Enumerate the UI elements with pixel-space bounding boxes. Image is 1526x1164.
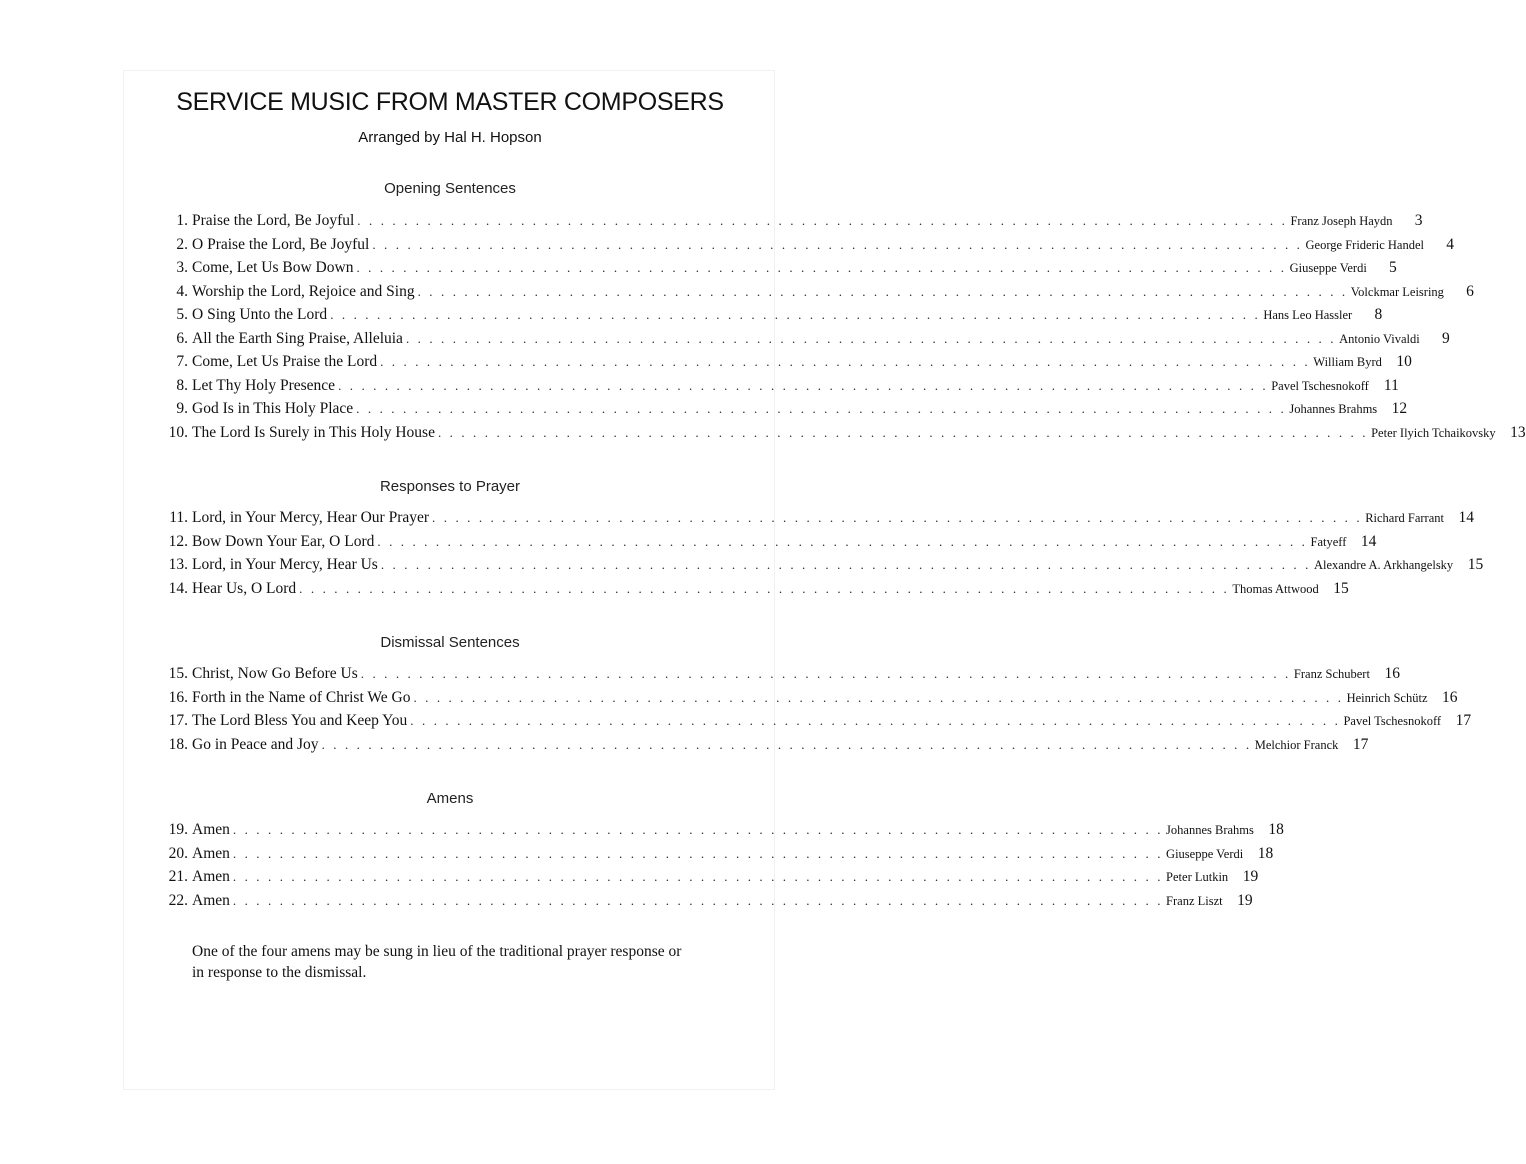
section-heading: Dismissal Sentences <box>380 634 520 651</box>
entry-page-number: 14 <box>1360 532 1377 550</box>
entry-title: Amen <box>192 821 230 838</box>
entry-number: 18. <box>168 735 188 753</box>
entry-page-number: 3 <box>1414 212 1423 229</box>
entry-composer: Volckmar Leisring <box>1350 284 1444 299</box>
entry-number: 4. <box>176 282 188 300</box>
toc-entry <box>155 579 1349 602</box>
toc-entry <box>155 400 1408 422</box>
entry-composer: Johannes Brahms <box>1289 402 1378 416</box>
entry-number: 1. <box>176 212 188 229</box>
entry-page-number: 15 <box>1333 579 1349 597</box>
dot-leader: . . . . . . . . . . . . . . . . . . . . . . . . . . . . . . . . . . . . . . . . . . . . . . . . . . . . . . . . . . . . . . . . . . . . . . . . . . . . . . . . <box>377 533 1308 549</box>
toc-entry <box>155 532 1377 555</box>
entry-page-number: 19 <box>1242 868 1259 885</box>
entry-title: All the Earth Sing Praise, Alleluia <box>192 329 403 347</box>
entry-page-number: 11 <box>1383 376 1399 394</box>
dot-leader: . . . . . . . . . . . . . . . . . . . . . . . . . . . . . . . . . . . . . . . . . . . . . . . . . . . . . . . . . . . . . . . . . . . . . . . . . . . . . . . . <box>232 892 1164 908</box>
entry-title: Lord, in Your Mercy, Hear Us <box>192 556 378 573</box>
entry-composer: Franz Liszt <box>1166 893 1223 908</box>
toc-entry <box>155 821 1284 843</box>
entry-composer: Pavel Tschesnokoff <box>1271 378 1369 393</box>
entry-number: 8. <box>176 376 188 394</box>
toc-entry <box>155 423 1526 446</box>
entry-number: 19. <box>168 821 188 838</box>
dot-leader: . . . . . . . . . . . . . . . . . . . . . . . . . . . . . . . . . . . . . . . . . . . . . . . . . . . . . . . . . . . . . . . . . . . . . . . . . . . . . . . . <box>372 236 1303 252</box>
dot-leader: . . . . . . . . . . . . . . . . . . . . . . . . . . . . . . . . . . . . . . . . . . . . . . . . . . . . . . . . . . . . . . . . . . . . . . . . . . . . . . . . <box>232 869 1164 884</box>
entry-title: God Is in This Holy Place <box>192 400 354 417</box>
entry-composer: Richard Farrant <box>1365 511 1444 525</box>
toc-entry <box>155 282 1474 305</box>
entry-number: 7. <box>176 353 188 370</box>
entry-title: Bow Down Your Ear, O Lord <box>192 532 375 550</box>
entry-title: O Praise the Lord, Be Joyful <box>192 235 370 253</box>
toc-entry <box>155 235 1454 258</box>
entry-composer: Peter Lutkin <box>1166 870 1229 884</box>
toc-entry <box>155 688 1458 711</box>
entry-page-number: 9 <box>1441 329 1450 347</box>
document-title: SERVICE MUSIC FROM MASTER COMPOSERS <box>176 88 724 116</box>
dot-leader: . . . . . . . . . . . . . . . . . . . . . . . . . . . . . . . . . . . . . . . . . . . . . . . . . . . . . . . . . . . . . . . . . . . . . . . . . . . . . . . . <box>380 354 1311 369</box>
entry-composer: Melchior Franck <box>1254 737 1339 752</box>
entry-page-number: 8 <box>1374 306 1383 323</box>
entry-composer: Alexandre A. Arkhangelsky <box>1313 558 1454 572</box>
entry-composer: Thomas Attwood <box>1232 581 1319 596</box>
dot-leader: . . . . . . . . . . . . . . . . . . . . . . . . . . . . . . . . . . . . . . . . . . . . . . . . . . . . . . . . . . . . . . . . . . . . . . . . . . . . . . . . <box>417 283 1348 299</box>
toc-entry <box>155 353 1412 375</box>
entry-title: Amen <box>192 868 230 885</box>
dot-leader: . . . . . . . . . . . . . . . . . . . . . . . . . . . . . . . . . . . . . . . . . . . . . . . . . . . . . . . . . . . . . . . . . . . . . . . . . . . . . . . . <box>357 213 1288 228</box>
entry-number: 12. <box>168 532 188 550</box>
entry-number: 21. <box>168 868 188 885</box>
entry-title: Forth in the Name of Christ We Go <box>192 688 411 706</box>
entry-composer: Antonio Vivaldi <box>1339 331 1420 346</box>
entry-composer: Giuseppe Verdi <box>1166 846 1244 861</box>
entry-composer: Heinrich Schütz <box>1346 690 1428 705</box>
entry-title: O Sing Unto the Lord <box>192 306 328 323</box>
footnote: One of the four amens may be sung in lieu of the traditional prayer response or in response to the dismissal. <box>192 943 682 981</box>
dot-leader: . . . . . . . . . . . . . . . . . . . . . . . . . . . . . . . . . . . . . . . . . . . . . . . . . . . . . . . . . . . . . . . . . . . . . . . . . . . . . . . . <box>405 330 1337 346</box>
entry-title: Come, Let Us Praise the Lord <box>192 353 378 370</box>
entry-page-number: 12 <box>1391 400 1408 417</box>
entry-composer: Fatyeff <box>1310 534 1347 549</box>
entry-title: Christ, Now Go Before Us <box>192 665 358 682</box>
entry-title: Lord, in Your Mercy, Hear Our Prayer <box>192 509 430 526</box>
entry-title: Let Thy Holy Presence <box>192 376 336 394</box>
entry-composer: Franz Joseph Haydn <box>1290 214 1393 228</box>
entry-title: Amen <box>192 844 230 862</box>
dot-leader: . . . . . . . . . . . . . . . . . . . . . . . . . . . . . . . . . . . . . . . . . . . . . . . . . . . . . . . . . . . . . . . . . . . . . . . . . . . . . . . . <box>410 713 1341 728</box>
entry-page-number: 15 <box>1467 556 1484 573</box>
entry-composer: William Byrd <box>1313 355 1382 369</box>
dot-leader: . . . . . . . . . . . . . . . . . . . . . . . . . . . . . . . . . . . . . . . . . . . . . . . . . . . . . . . . . . . . . . . . . . . . . . . . . . . . . . . . <box>413 689 1344 705</box>
entry-composer: Hans Leo Hassler <box>1263 308 1353 322</box>
entry-title: Come, Let Us Bow Down <box>192 259 354 276</box>
entry-number: 22. <box>168 891 188 909</box>
toc-entry <box>155 868 1259 890</box>
entry-number: 3. <box>176 259 188 276</box>
dot-leader: . . . . . . . . . . . . . . . . . . . . . . . . . . . . . . . . . . . . . . . . . . . . . . . . . . . . . . . . . . . . . . . . . . . . . . . . . . . . . . . . <box>232 822 1164 837</box>
toc-entry <box>155 665 1400 687</box>
toc-entry <box>155 556 1484 578</box>
entry-page-number: 6 <box>1466 282 1474 300</box>
toc-entry <box>155 306 1383 328</box>
dot-leader: . . . . . . . . . . . . . . . . . . . . . . . . . . . . . . . . . . . . . . . . . . . . . . . . . . . . . . . . . . . . . . . . . . . . . . . . . . . . . . . . <box>232 845 1164 861</box>
entry-composer: Pavel Tschesnokoff <box>1343 714 1442 728</box>
entry-composer: Peter Ilyich Tchaikovsky <box>1371 425 1496 440</box>
section-heading: Opening Sentences <box>384 180 516 197</box>
toc-entry <box>155 509 1474 531</box>
entry-page-number: 14 <box>1458 509 1474 526</box>
entry-title: Amen <box>192 891 230 909</box>
dot-leader: . . . . . . . . . . . . . . . . . . . . . . . . . . . . . . . . . . . . . . . . . . . . . . . . . . . . . . . . . . . . . . . . . . . . . . . . . . . . . . . . <box>360 666 1291 681</box>
entry-page-number: 18 <box>1268 821 1284 838</box>
entry-number: 14. <box>168 579 188 597</box>
entry-number: 16. <box>168 688 188 706</box>
entry-title: The Lord Is Surely in This Holy House <box>192 423 435 441</box>
dot-leader: . . . . . . . . . . . . . . . . . . . . . . . . . . . . . . . . . . . . . . . . . . . . . . . . . . . . . . . . . . . . . . . . . . . . . . . . . . . . . . . . <box>356 401 1287 416</box>
entry-number: 9. <box>176 400 188 417</box>
toc-entry <box>155 376 1399 399</box>
entry-number: 10. <box>168 423 188 441</box>
dot-leader: . . . . . . . . . . . . . . . . . . . . . . . . . . . . . . . . . . . . . . . . . . . . . . . . . . . . . . . . . . . . . . . . . . . . . . . . . . . . . . . . <box>432 510 1363 525</box>
dot-leader: . . . . . . . . . . . . . . . . . . . . . . . . . . . . . . . . . . . . . . . . . . . . . . . . . . . . . . . . . . . . . . . . . . . . . . . . . . . . . . . . <box>437 424 1369 440</box>
entry-number: 11. <box>169 509 188 526</box>
toc-entry <box>155 891 1253 914</box>
dot-leader: . . . . . . . . . . . . . . . . . . . . . . . . . . . . . . . . . . . . . . . . . . . . . . . . . . . . . . . . . . . . . . . . . . . . . . . . . . . . . . . . <box>321 736 1252 752</box>
entry-composer: Franz Schubert <box>1293 667 1370 681</box>
entry-title: The Lord Bless You and Keep You <box>192 712 408 729</box>
entry-page-number: 16 <box>1442 688 1458 706</box>
entry-title: Praise the Lord, Be Joyful <box>192 212 355 229</box>
dot-leader: . . . . . . . . . . . . . . . . . . . . . . . . . . . . . . . . . . . . . . . . . . . . . . . . . . . . . . . . . . . . . . . . . . . . . . . . . . . . . . . . <box>380 557 1311 572</box>
entry-page-number: 17 <box>1352 735 1369 753</box>
entry-title: Go in Peace and Joy <box>192 735 319 753</box>
entry-number: 13. <box>168 556 188 573</box>
entry-number: 20. <box>168 844 188 862</box>
entry-number: 2. <box>176 235 188 253</box>
entry-page-number: 10 <box>1396 353 1412 370</box>
dot-leader: . . . . . . . . . . . . . . . . . . . . . . . . . . . . . . . . . . . . . . . . . . . . . . . . . . . . . . . . . . . . . . . . . . . . . . . . . . . . . . . . <box>299 580 1230 596</box>
entry-composer: Giuseppe Verdi <box>1289 261 1367 275</box>
entry-composer: George Frideric Handel <box>1305 237 1424 252</box>
entry-number: 17. <box>168 712 188 729</box>
entry-page-number: 17 <box>1455 712 1472 729</box>
toc-entry <box>155 844 1274 867</box>
document-subtitle: Arranged by Hal H. Hopson <box>358 129 542 146</box>
dot-leader: . . . . . . . . . . . . . . . . . . . . . . . . . . . . . . . . . . . . . . . . . . . . . . . . . . . . . . . . . . . . . . . . . . . . . . . . . . . . . . . . <box>338 377 1269 393</box>
entry-page-number: 16 <box>1384 665 1400 682</box>
toc-entry <box>155 212 1423 234</box>
toc-entry <box>155 735 1369 758</box>
entry-number: 6. <box>176 329 188 347</box>
entry-number: 5. <box>176 306 188 323</box>
section-heading: Responses to Prayer <box>379 478 521 495</box>
entry-title: Worship the Lord, Rejoice and Sing <box>192 282 415 300</box>
section-heading: Amens <box>426 790 474 807</box>
toc-entry <box>155 712 1472 734</box>
entry-page-number: 4 <box>1446 235 1454 253</box>
toc-entry <box>155 329 1450 352</box>
entry-number: 15. <box>168 665 188 682</box>
entry-page-number: 19 <box>1237 891 1253 909</box>
entry-title: Hear Us, O Lord <box>192 579 297 597</box>
entry-composer: Johannes Brahms <box>1166 823 1254 837</box>
entry-page-number: 5 <box>1389 259 1397 276</box>
dot-leader: . . . . . . . . . . . . . . . . . . . . . . . . . . . . . . . . . . . . . . . . . . . . . . . . . . . . . . . . . . . . . . . . . . . . . . . . . . . . . . . . <box>330 307 1261 322</box>
dot-leader: . . . . . . . . . . . . . . . . . . . . . . . . . . . . . . . . . . . . . . . . . . . . . . . . . . . . . . . . . . . . . . . . . . . . . . . . . . . . . . . . <box>356 260 1287 275</box>
toc-entry <box>155 259 1397 281</box>
entry-page-number: 18 <box>1257 844 1274 862</box>
entry-page-number: 13 <box>1510 423 1526 441</box>
